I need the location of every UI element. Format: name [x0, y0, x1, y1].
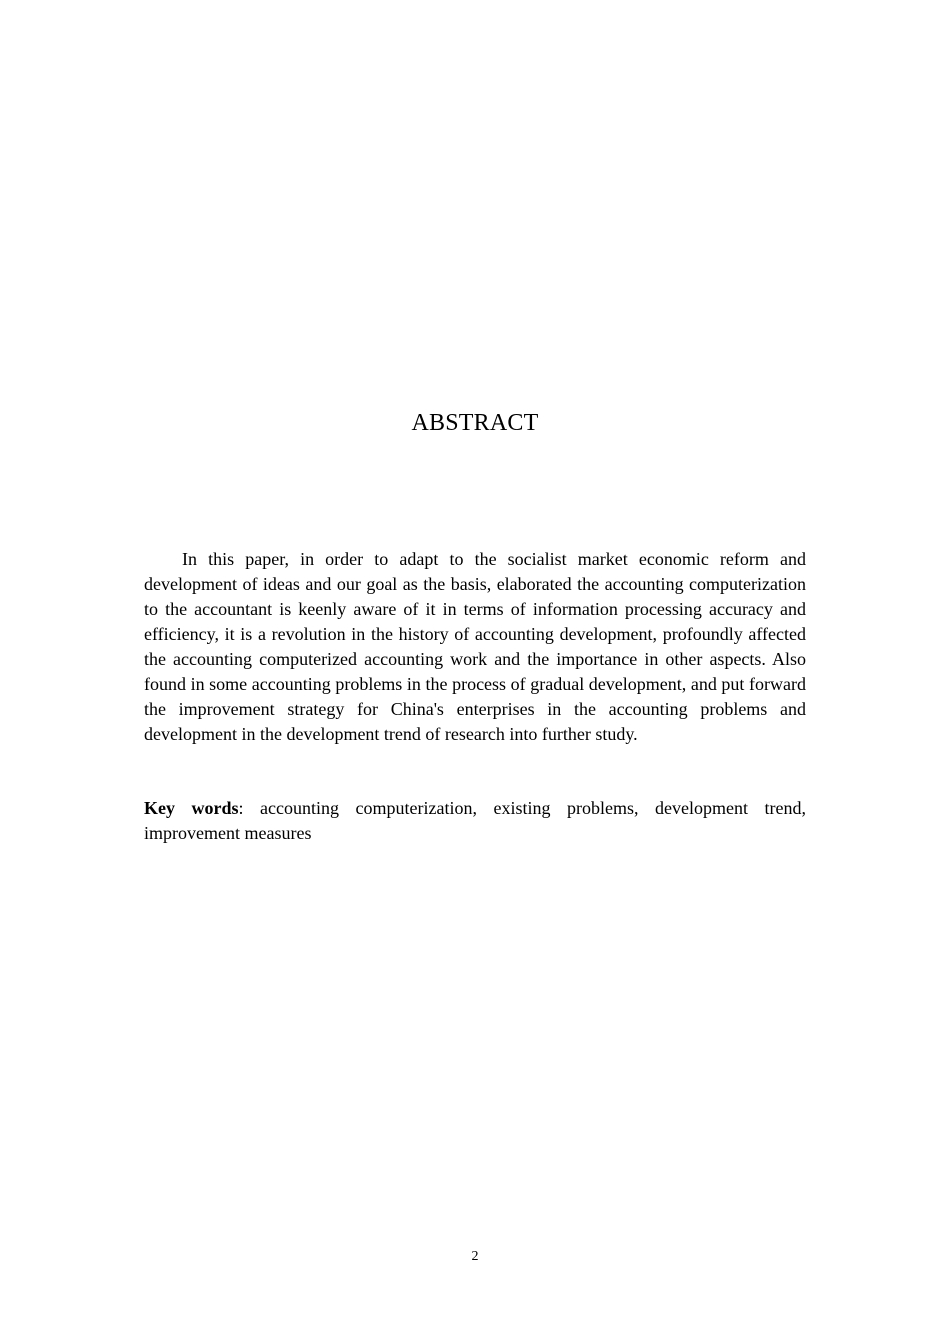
keywords-text: accounting computerization, existing problems, development trend, improvement measures	[144, 798, 806, 843]
page-number: 2	[471, 1249, 479, 1264]
keywords-paragraph	[144, 796, 806, 846]
keywords-separator: :	[238, 798, 261, 818]
keywords-label: Key words	[144, 798, 239, 818]
abstract-paragraph: In this paper, in order to adapt to the socialist market economic reform and development of ideas and our goal as the basis, elaborated the accounting computerization to the accountant is keenly aware of it in terms of information processing accuracy and efficiency, it is a revolution in the history of accounting development, profoundly affected the accounting computerized accounting work and the importance in other aspects. Also found in some accounting problems in the process of gradual development, and put forward the improvement strategy for China's enterprises in the accounting problems and development in the development trend of research into further study.	[144, 549, 806, 744]
abstract-title: ABSTRACT	[411, 410, 539, 436]
